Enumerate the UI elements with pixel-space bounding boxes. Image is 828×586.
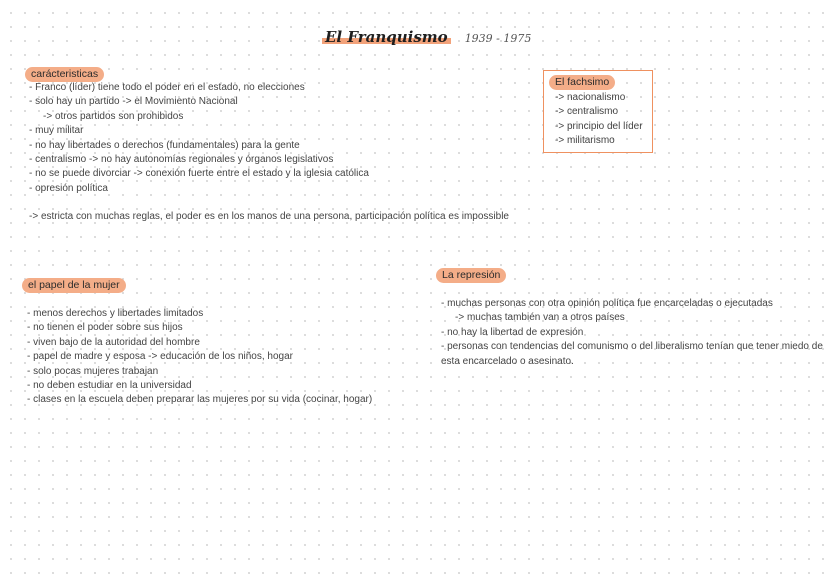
caracteristicas-list bbox=[29, 81, 369, 196]
list-item: -> muchas también van a otros países bbox=[455, 312, 625, 324]
list-item: - no hay libertades o derechos (fundamentales) para la gente bbox=[29, 139, 300, 151]
list-item: - no hay la libertad de expresión bbox=[441, 326, 584, 338]
list-item: esta encarcelado o asesinato. bbox=[441, 355, 574, 367]
heading-represion: La represión bbox=[436, 268, 506, 283]
list-item: - solo hay un partido -> el Movimiento Nacional bbox=[29, 96, 238, 108]
heading-caracteristicas: carácteristicas bbox=[25, 67, 104, 82]
page-title: El Franquismo bbox=[322, 28, 451, 46]
caracteristicas-summary bbox=[29, 210, 509, 224]
list-item: - clases en la escuela deben preparar las mujeres por su vida (cocinar, hogar) bbox=[27, 394, 373, 406]
list-item: - menos derechos y libertades limitados bbox=[27, 308, 204, 319]
list-item: - muchas personas con otra opinión política fue encarceladas o ejecutadas bbox=[441, 298, 773, 309]
summary-text: -> estricta con muchas reglas, el poder es en los manos de una persona, participación política es impossible bbox=[29, 211, 509, 222]
list-item: - no deben estudiar en la universidad bbox=[27, 380, 192, 392]
list-item: -> otros partidos son prohibidos bbox=[43, 110, 184, 122]
fachismo-list bbox=[555, 91, 643, 149]
represion-list bbox=[441, 297, 823, 369]
list-item: - Franco (líder) tiene todo el poder en el estado, no elecciones bbox=[29, 82, 305, 93]
list-item: - viven bajo de la autoridad del hombre bbox=[27, 336, 200, 348]
mujer-list bbox=[27, 307, 372, 408]
list-item: - muy militar bbox=[29, 125, 84, 137]
date-range: 1939 - 1975 bbox=[464, 32, 532, 45]
list-item: -> militarismo bbox=[555, 135, 615, 147]
list-item: - personas con tendencias del comunismo o del liberalismo tenían que tener miedo de bbox=[441, 341, 823, 353]
title-area bbox=[322, 28, 531, 46]
fachismo-box bbox=[543, 70, 653, 153]
list-item: - papel de madre y esposa -> educación de los niños, hogar bbox=[27, 351, 294, 363]
list-item: - solo pocas mujeres trabajan bbox=[27, 365, 159, 377]
list-item: - no se puede divorciar -> conexión fuerte entre el estado y la iglesia católica bbox=[29, 168, 369, 180]
list-item: -> nacionalismo bbox=[555, 92, 626, 103]
list-item: -> principio del líder bbox=[555, 120, 643, 132]
list-item: - opresión política bbox=[29, 182, 108, 194]
list-item: - centralismo -> no hay autonomías regionales y órganos legislativos bbox=[29, 154, 334, 166]
list-item: - no tienen el poder sobre sus hijos bbox=[27, 322, 183, 334]
list-item: -> centralismo bbox=[555, 106, 619, 118]
heading-fachismo: El fachsimo bbox=[549, 75, 615, 90]
heading-mujer: el papel de la mujer bbox=[22, 278, 126, 293]
